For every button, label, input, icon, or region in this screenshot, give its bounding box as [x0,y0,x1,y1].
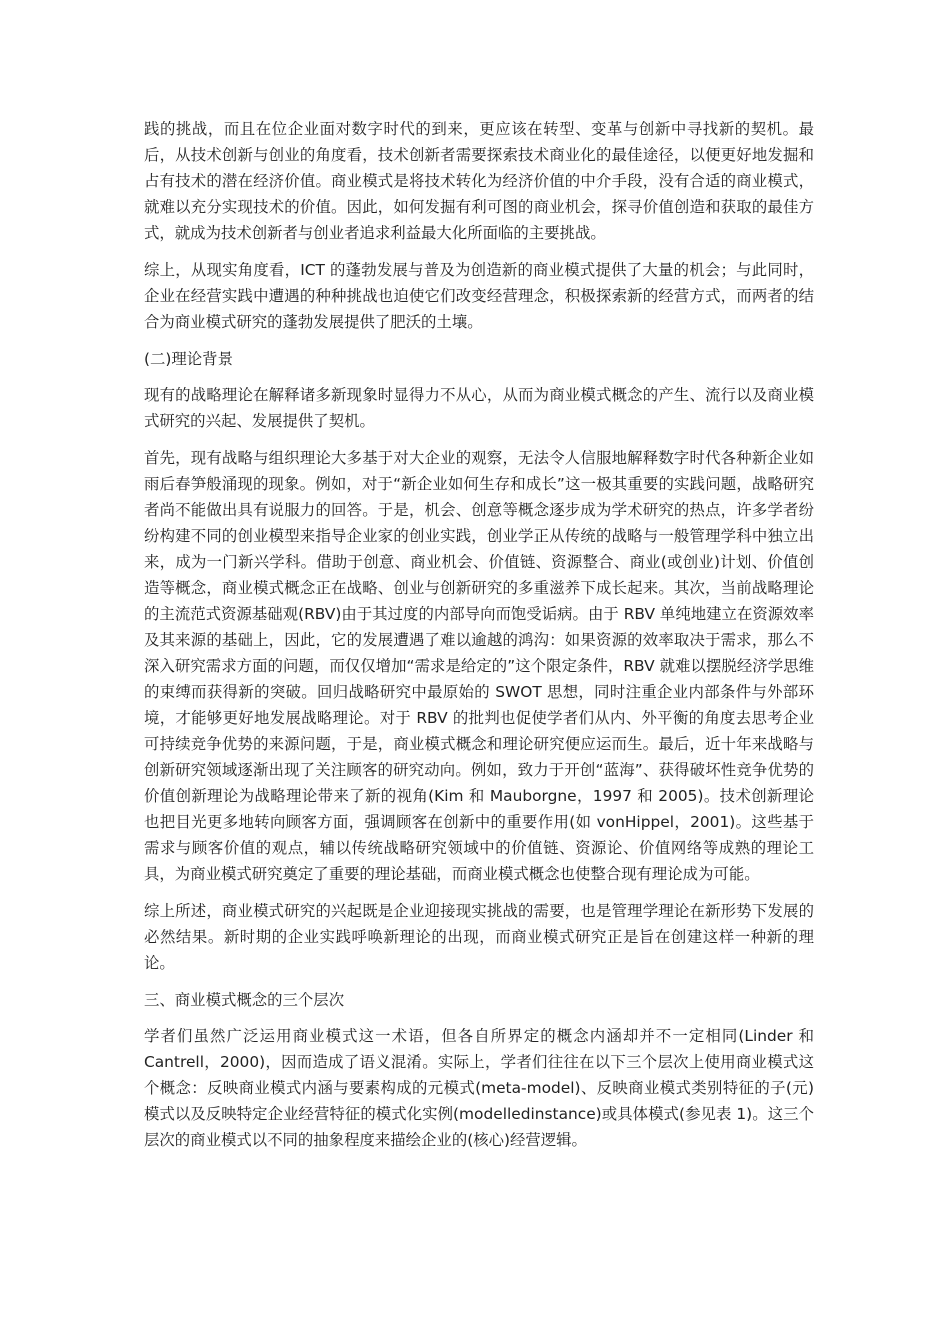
paragraph-summary-practical: 综上，从现实角度看，ICT 的蓬勃发展与普及为创造新的商业模式提供了大量的机会；与此同时，企业在经营实践中遭遇的种种挑战也迫使它们改变经营理念，积极探索新的经营方式，而两者的结合为商业模式研究的蓬勃发展提供了肥沃的土壤。 [144,261,814,331]
paragraph-theory-intro: 现有的战略理论在解释诸多新现象时显得力不从心，从而为商业模式概念的产生、流行以及商业模式研究的兴起、发展提供了契机。 [144,386,814,430]
document-body [144,116,814,1164]
paragraph-challenges: 践的挑战，而且在位企业面对数字时代的到来，更应该在转型、变革与创新中寻找新的契机。最后，从技术创新与创业的角度看，技术创新者需要探索技术商业化的最佳途径，以便更好地发掘和占有技术的潜在经济价值。商业模式是将技术转化为经济价值的中介手段，没有合适的商业模式，就难以充分实现技术的价值。因此，如何发掘有利可图的商业机会，探寻价值创造和获取的最佳方式，就成为技术创新者与创业者追求利益最大化所面临的主要挑战。 [144,120,814,242]
paragraph-three-levels: 学者们虽然广泛运用商业模式这一术语，但各自所界定的概念内涵却并不一定相同(Linder 和 Cantrell，2000)，因而造成了语义混淆。实际上，学者们往往在以下三个层次上使用商业模式这个概念：反映商业模式内涵与要素构成的元模式(meta-model)、反映商业模式类别特征的子(元)模式以及反映特定企业经营特征的模式化实例(modelledinstance)或具体模式(参见表 1)。这三个层次的商业模式以不同的抽象程度来描绘企业的(核心)经营逻辑。 [144,1027,814,1149]
section-heading-three-levels: 三、商业模式概念的三个层次 [144,991,345,1009]
section-heading-theory: (二)理论背景 [144,350,233,368]
paragraph-theory-body: 首先，现有战略与组织理论大多基于对大企业的观察，无法令人信服地解释数字时代各种新企业如雨后春笋般涌现的现象。例如，对于“新企业如何生存和成长”这一极其重要的实践问题，战略研究者尚不能做出具有说服力的回答。于是，机会、创意等概念逐步成为学术研究的热点，许多学者纷纷构建不同的创业模型来指导企业家的创业实践，创业学正从传统的战略与一般管理学科中独立出来，成为一门新兴学科。借助于创意、商业机会、价值链、资源整合、商业(或创业)计划、价值创造等概念，商业模式概念正在战略、创业与创新研究的多重滋养下成长起来。其次，当前战略理论的主流范式资源基础观(RBV)由于其过度的内部导向而饱受诟病。由于 RBV 单纯地建立在资源效率及其来源的基础上，因此，它的发展遭遇了难以逾越的鸿沟：如果资源的效率取决于需求，那么不深入研究需求方面的问题，而仅仅增加“需求是给定的”这个限定条件，RBV 就难以摆脱经济学思维的束缚而获得新的突破。回归战略研究中最原始的 SWOT 思想，同时注重企业内部条件与外部环境，才能够更好地发展战略理论。对于 RBV 的批判也促使学者们从内、外平衡的角度去思考企业可持续竞争优势的来源问题，于是，商业模式概念和理论研究便应运而生。最后，近十年来战略与创新研究领域逐渐出现了关注顾客的研究动向。例如，致力于开创“蓝海”、获得破坏性竞争优势的价值创新理论为战略理论带来了新的视角(Kim 和 Mauborgne，1997 和 2005)。技术创新理论也把目光更多地转向顾客方面，强调顾客在创新中的重要作用(如 vonHippel，2001)。这些基于需求与顾客价值的观点，辅以传统战略研究领域中的价值链、资源论、价值网络等成熟的理论工具，为商业模式研究奠定了重要的理论基础，而商业模式概念也使整合现有理论成为可能。 [144,449,814,883]
paragraph-summary-theory: 综上所述，商业模式研究的兴起既是企业迎接现实挑战的需要，也是管理学理论在新形势下发展的必然结果。新时期的企业实践呼唤新理论的出现，而商业模式研究正是旨在创建这样一种新的理论。 [144,902,814,972]
